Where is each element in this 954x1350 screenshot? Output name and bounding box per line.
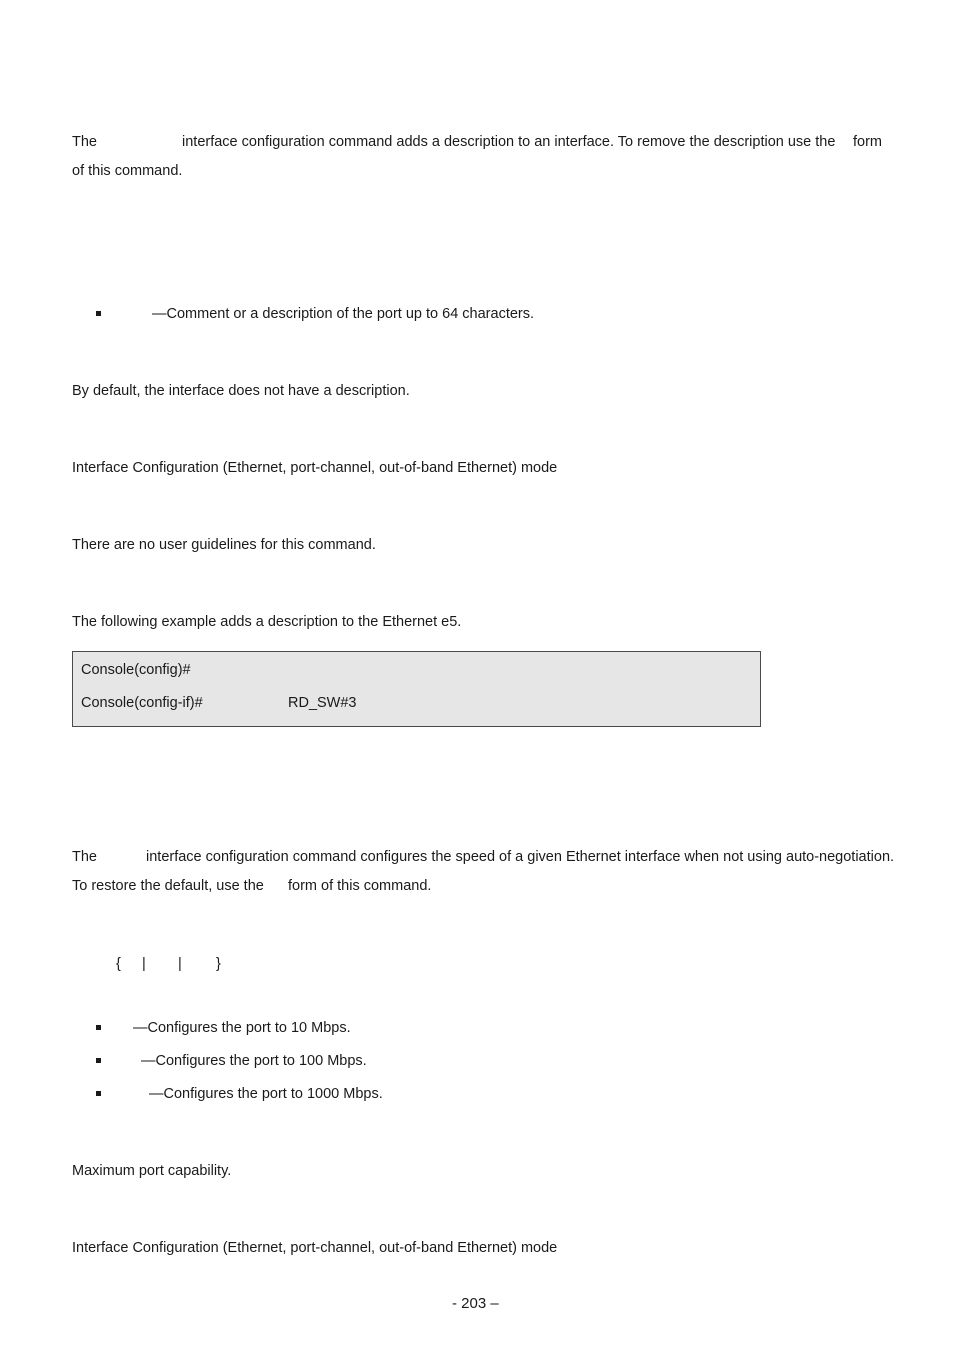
bullet-icon	[96, 1058, 101, 1063]
description-default: By default, the interface does not have a description.	[72, 383, 410, 399]
speed-parameter-10: —Configures the port to 10 Mbps.	[133, 1020, 351, 1036]
speed-parameter-100: —Configures the port to 100 Mbps.	[141, 1053, 367, 1069]
page-number: - 203 –	[452, 1295, 499, 1312]
speed-command-mode: Interface Configuration (Ethernet, port-channel, out-of-band Ethernet) mode	[72, 1240, 558, 1256]
description-intro-line2: of this command.	[72, 163, 183, 179]
syntax-separator-1: |	[142, 956, 146, 972]
code-line-2-prompt: Console(config-if)#	[81, 695, 203, 711]
description-example-intro: The following example adds a description to the Ethernet e5.	[72, 614, 462, 630]
speed-parameter-1000: —Configures the port to 1000 Mbps.	[149, 1086, 383, 1102]
description-intro-the: The	[72, 134, 97, 150]
description-parameter: —Comment or a description of the port up to 64 characters.	[152, 306, 535, 322]
speed-intro-text: interface configuration command configures the speed of a given Ethernet interface when not using auto-negotiation.	[146, 849, 895, 865]
bullet-icon	[96, 311, 101, 316]
description-intro-form: form	[853, 134, 882, 150]
code-line-1-prompt: Console(config)#	[81, 662, 191, 678]
description-guidelines: There are no user guidelines for this command.	[72, 537, 376, 553]
speed-intro-the: The	[72, 849, 97, 865]
syntax-open-brace: {	[116, 956, 121, 972]
description-intro-text: interface configuration command adds a description to an interface. To remove the description use the	[182, 134, 836, 150]
syntax-close-brace: }	[216, 956, 221, 972]
speed-intro-line2a: To restore the default, use the	[72, 878, 264, 894]
syntax-separator-2: |	[178, 956, 182, 972]
code-line-2-argument: RD_SW#3	[288, 695, 357, 711]
speed-default: Maximum port capability.	[72, 1163, 232, 1179]
description-command-mode: Interface Configuration (Ethernet, port-channel, out-of-band Ethernet) mode	[72, 460, 558, 476]
bullet-icon	[96, 1025, 101, 1030]
speed-intro-line2b: form of this command.	[288, 878, 432, 894]
bullet-icon	[96, 1091, 101, 1096]
